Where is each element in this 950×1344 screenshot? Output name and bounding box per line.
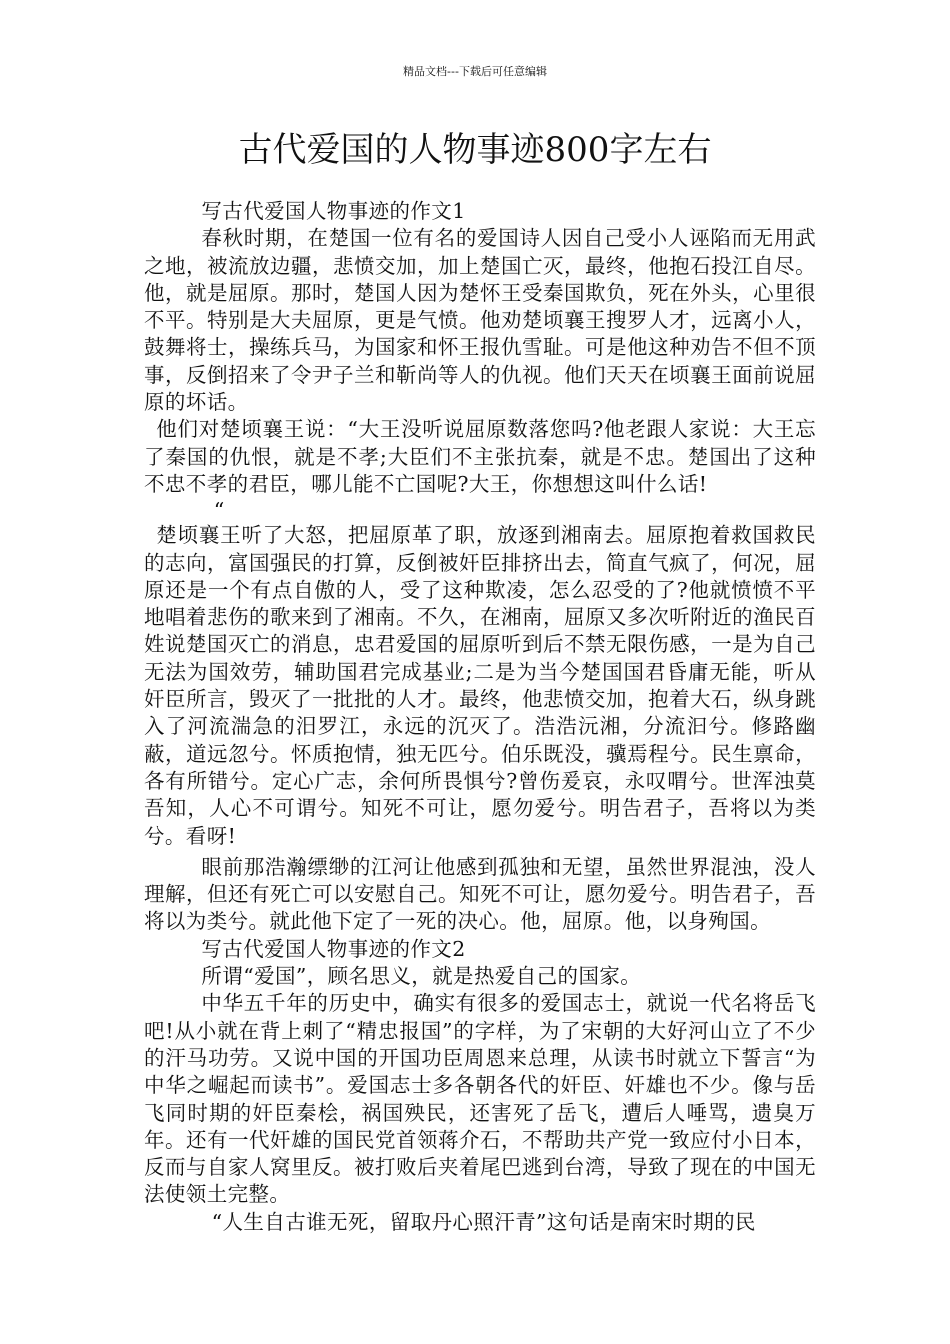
paragraph: 所谓“爱国”，顾名思义，就是热爱自己的国家。 <box>201 964 642 989</box>
document-title: 古代爱国的人物事迹800字左右 <box>238 130 712 170</box>
quote-mark-line: “ <box>213 498 225 523</box>
section-heading-1: 写古代爱国人物事迹的作文1 <box>201 199 466 223</box>
paragraph: “人生自古谁无死，留取丹心照汗青”这句话是南宋时期的民 <box>211 1209 756 1234</box>
paragraph: 他们对楚顷襄王说：“大王没听说屈原数落您吗?他老跟人家说：大王忘了秦国的仇恨，就是不孝;大臣们不主张抗秦，就是不忠。楚国出了这种不忠不孝的君臣，哪儿能不亡国呢?大王，你想想这叫什么话! <box>144 417 816 496</box>
paragraph: 眼前那浩瀚缥缈的江河让他感到孤独和无望，虽然世界混浊，没人理解，但还有死亡可以安慰自己。知死不可让，愿勿爱兮。明告君子，吾将以为类兮。就此他下定了一死的决心。他，屈原。他，以身殉国。 <box>144 854 816 934</box>
paragraph: 楚顷襄王听了大怒，把屈原革了职，放逐到湘南去。屈原抱着救国救民的志向，富国强民的打算，反倒被奸臣排挤出去，简直气疯了，何况，屈原还是一个有点自傲的人，受了这种欺凌，怎么忍受的了?他就愤愤不平地唱着悲伤的歌来到了湘南。不久，在湘南，屈原又多次听附近的渔民百姓说楚国灭亡的消息，忠君爱国的屈原听到后不禁无限伤感，一是为自己无法为国效劳，辅助国君完成基业;二是为当今楚国国君昏庸无能，听从奸臣所言，毁灭了一批批的人才。最终，他悲愤交加，抱着大石，纵身跳入了河流湍急的汨罗江，永远的沉灭了。浩浩沅湘，分流汩兮。修路幽蔽，道远忽兮。怀质抱情，独无匹兮。伯乐既没，骥焉程兮。民生禀命，各有所错兮。定心广志，余何所畏惧兮?曾伤爰哀，永叹喟兮。世浑浊莫吾知，人心不可谓兮。知死不可让，愿勿爱兮。明告君子，吾将以为类兮。看呀! <box>144 523 816 848</box>
paragraph: 中华五千年的历史中，确实有很多的爱国志士，就说一代名将岳飞吧!从小就在背上刺了“精忠报国”的字样，为了宋朝的大好河山立了不少的汗马功劳。又说中国的开国功臣周恩来总理，从读书时就立下誓言“为中华之崛起而读书”。爱国志士多各朝各代的奸臣、奸雄也不少。像与岳飞同时期的奸臣秦桧，祸国殃民，还害死了岳飞，遭后人唾骂，遗臭万年。还有一代奸雄的国民党首领蒋介石，不帮助共产党一致应付小日本，反而与自家人窝里反。被打败后夹着尾巴逃到台湾，导致了现在的中国无法使领土完整。 <box>144 991 816 1207</box>
paragraph: 春秋时期，在楚国一位有名的爱国诗人因自己受小人诬陷而无用武之地，被流放边疆，悲愤交加，加上楚国亡灭，最终，他抱石投江自尽。他，就是屈原。那时，楚国人因为楚怀王受秦国欺负，死在外头，心里很不平。特别是大夫屈原，更是气愤。他劝楚顷襄王搜罗人才，远离小人，鼓舞将士，操练兵马，为国家和怀王报仇雪耻。可是他这种劝告不但不顶事，反倒招来了令尹子兰和靳尚等人的仇视。他们天天在顷襄王面前说屈原的坏话。 <box>144 226 816 415</box>
section-heading-2: 写古代爱国人物事迹的作文2 <box>201 936 466 961</box>
page-header: 精品文档---下载后可任意编辑 <box>403 65 547 78</box>
document-body <box>144 198 816 1236</box>
